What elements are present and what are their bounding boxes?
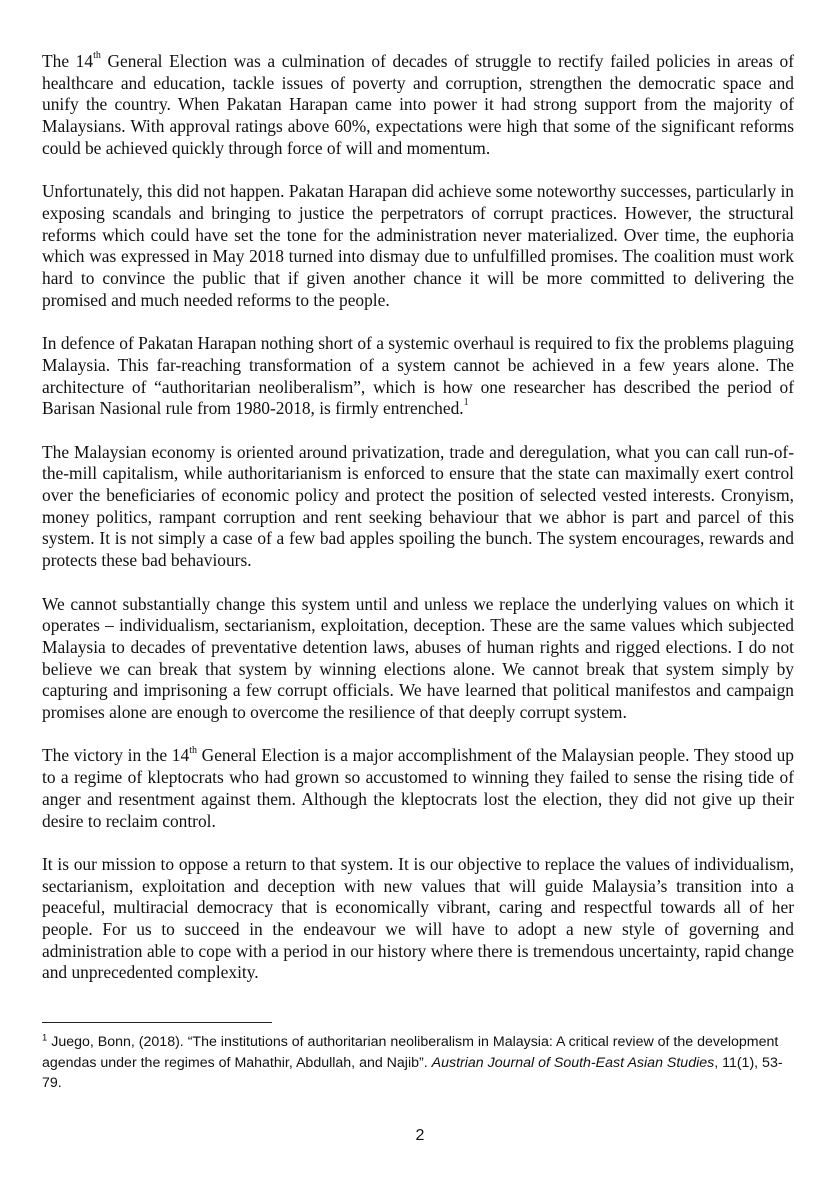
paragraph-3: In defence of Pakatan Harapan nothing short of a systemic overhaul is required to fix the problems plaguing Malaysia. This far-reaching transformation of a system cannot be achieved in a few years alone. The architecture of “authoritarian neoliberalism”, which is how one researcher has described the period of Barisan Nasional rule from 1980-2018, is firmly entrenched.$^1$ xyxy=(42,333,794,419)
paragraph-4: The Malaysian economy is oriented around privatization, trade and deregulation, what you can call run-of-the-mill capitalism, while authoritarianism is enforced to ensure that the state can maximally exert control over the beneficiaries of economic policy and protect the position of selected vested interests. Cronyism, money politics, rampant corruption and rent seeking behaviour that we abhor is part and parcel of this system. It is not simply a case of a few bad apples spoiling the bunch. The system encourages, rewards and protects these bad behaviours. xyxy=(42,441,794,571)
superscript-th: th xyxy=(93,50,101,62)
paragraph-6: The victory in the 14th General Election is a major accomplishment of the Malaysian people. They stood up to a regime of kleptocrats who had grown so accustomed to winning they failed to sense the rising tide of anger and resentment against them. Although the kleptocrats lost the election, they did not give up their desire to reclaim control. xyxy=(42,744,794,831)
footnote-number: 1 xyxy=(42,1032,48,1044)
body-text xyxy=(42,51,794,1006)
footnote-reference[interactable]: 1 xyxy=(463,397,469,409)
superscript-th: th xyxy=(189,744,197,756)
footnote: $^1$ Juego, Bonn, (2018). “The institutions of authoritarian neoliberalism in Malaysia: A critical review of the development agendas under the regimes of Mahathir, Abdullah, and Najib”. Austrian Journal of South-East Asian Studies, 11(1), 53-79. xyxy=(42,1032,783,1091)
footnote-separator xyxy=(42,1022,272,1023)
paragraph-5: We cannot substantially change this system until and unless we replace the underlying values on which it operates – individualism, sectarianism, exploitation, deception. These are the same values which subjected Malaysia to decades of preventative detention laws, abuses of human rights and rigged elections. I do not believe we can break that system by winning elections alone. We cannot break that system simply by capturing and imprisoning a few corrupt officials. We have learned that political manifestos and campaign promises alone are enough to overcome the resilience of that deeply corrupt system. xyxy=(42,593,794,723)
paragraph-7: It is our mission to oppose a return to that system. It is our objective to replace the values of individualism, sectarianism, exploitation and deception with new values that will guide Malaysia’s transition into a peaceful, multiracial democracy that is economically vibrant, caring and respectful towards all of her people. For us to succeed in the endeavour we will have to adopt a new style of governing and administration able to cope with a period in our history where there is tremendous uncertainty, rapid change and unprecedented complexity. xyxy=(42,853,794,983)
paragraph-1: The 14th General Election was a culmination of decades of struggle to rectify failed policies in areas of healthcare and education, tackle issues of poverty and corruption, strengthen the democratic space and unify the country. When Pakatan Harapan came into power it had strong support from the majority of Malaysians. With approval ratings above 60%, expectations were high that some of the significant reforms could be achieved quickly through force of will and momentum. xyxy=(42,50,794,158)
paragraph-2: Unfortunately, this did not happen. Pakatan Harapan did achieve some noteworthy successes, particularly in exposing scandals and bringing to justice the perpetrators of corrupt practices. However, the structural reforms which could have set the tone for the administration never materialized. Over time, the euphoria which was expressed in May 2018 turned into dismay due to unfulfilled promises. The coalition must work hard to convince the public that if given another chance it will be more committed to delivering the promised and much needed reforms to the people. xyxy=(42,181,794,310)
journal-title: Austrian Journal of South-East Asian Studies xyxy=(431,1054,715,1071)
page-number: 2 xyxy=(415,1127,425,1144)
